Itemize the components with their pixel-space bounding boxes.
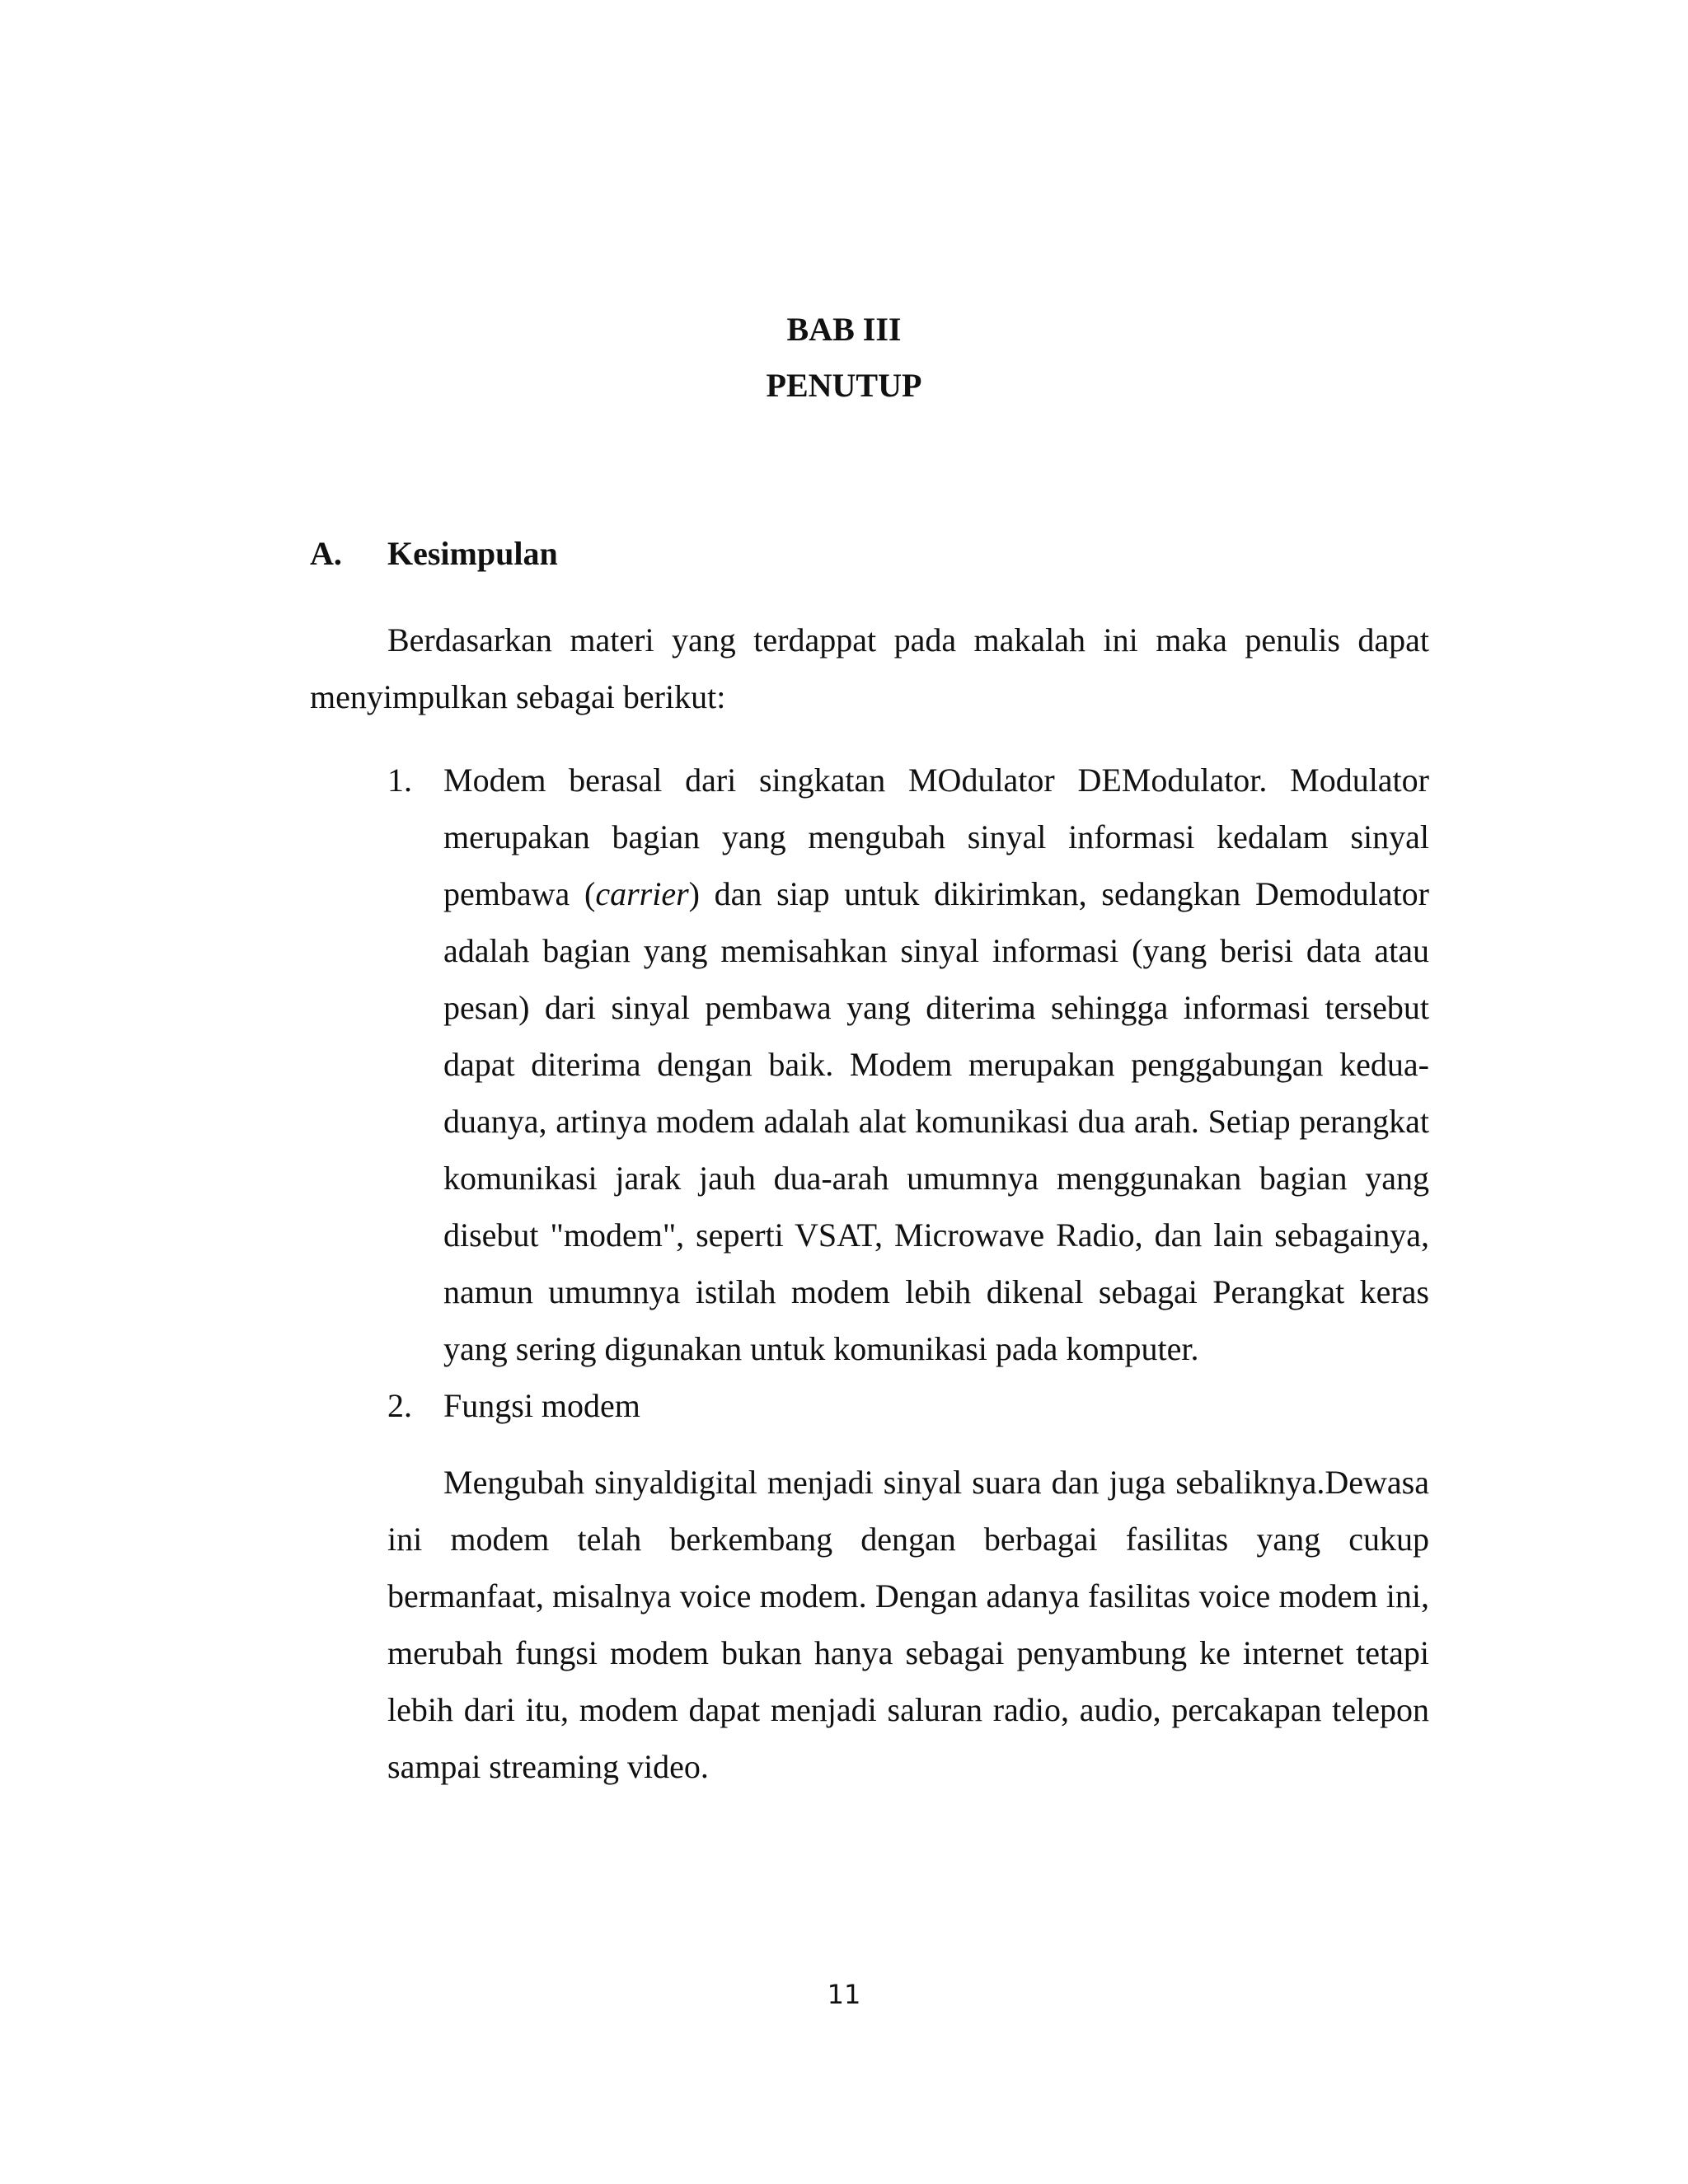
list-item-text-end: ) dan siap untuk dikirimkan, sedangkan Demodulator adalah bagian yang memisahkan sinyal informasi (yang berisi data atau pesan) dari sinyal pembawa yang diterima sehingga informasi tersebut dapat diterima dengan baik. Modem merupakan penggabungan kedua-duanya, artinya modem adalah alat komunikasi dua arah. Setiap perangkat komunikasi jarak jauh dua-arah umumnya menggunakan bagian yang disebut "modem", seperti VSAT, Microwave Radio, dan lain sebagainya, namun umumnya istilah modem lebih dikenal sebagai Perangkat keras yang sering digunakan untuk komunikasi pada komputer. — [443, 875, 1429, 1367]
list-item-number: 2. — [387, 1387, 412, 1424]
list-item — [310, 752, 1429, 1377]
section-heading — [310, 534, 558, 574]
list-item — [310, 1377, 1429, 1434]
list-item-text-start: Modem berasal dari singkatan MOdulator DEModulator. Modulator merupakan bagian yang mengubah sinyal informasi kedalam sinyal pembawa ( — [443, 762, 1429, 912]
list-item-text: Fungsi modem — [443, 1387, 640, 1424]
chapter-title: PENUTUP — [766, 367, 922, 404]
conclusion-list — [310, 752, 1429, 1434]
section-letter: A. — [310, 535, 342, 572]
section-title: Kesimpulan — [387, 535, 558, 572]
intro-paragraph: Berdasarkan materi yang terdappat pada makalah ini maka penulis dapat menyimpulkan sebagai berikut: — [310, 621, 1429, 715]
page-number: 11 — [827, 1979, 861, 2010]
body-paragraph: Mengubah sinyaldigital menjadi sinyal suara dan juga sebaliknya.Dewasa ini modem telah berkembang dengan berbagai fasilitas yang cukup bermanfaat, misalnya voice modem. Dengan adanya fasilitas voice modem ini, merubah fungsi modem bukan hanya sebagai penyambung ke internet tetapi lebih dari itu, modem dapat menjadi saluran radio, audio, percakapan telepon sampai streaming video. — [387, 1464, 1429, 1785]
chapter-number: BAB III — [786, 311, 902, 348]
list-item-number: 1. — [387, 762, 412, 799]
list-item-italic-term: carrier — [595, 875, 689, 912]
